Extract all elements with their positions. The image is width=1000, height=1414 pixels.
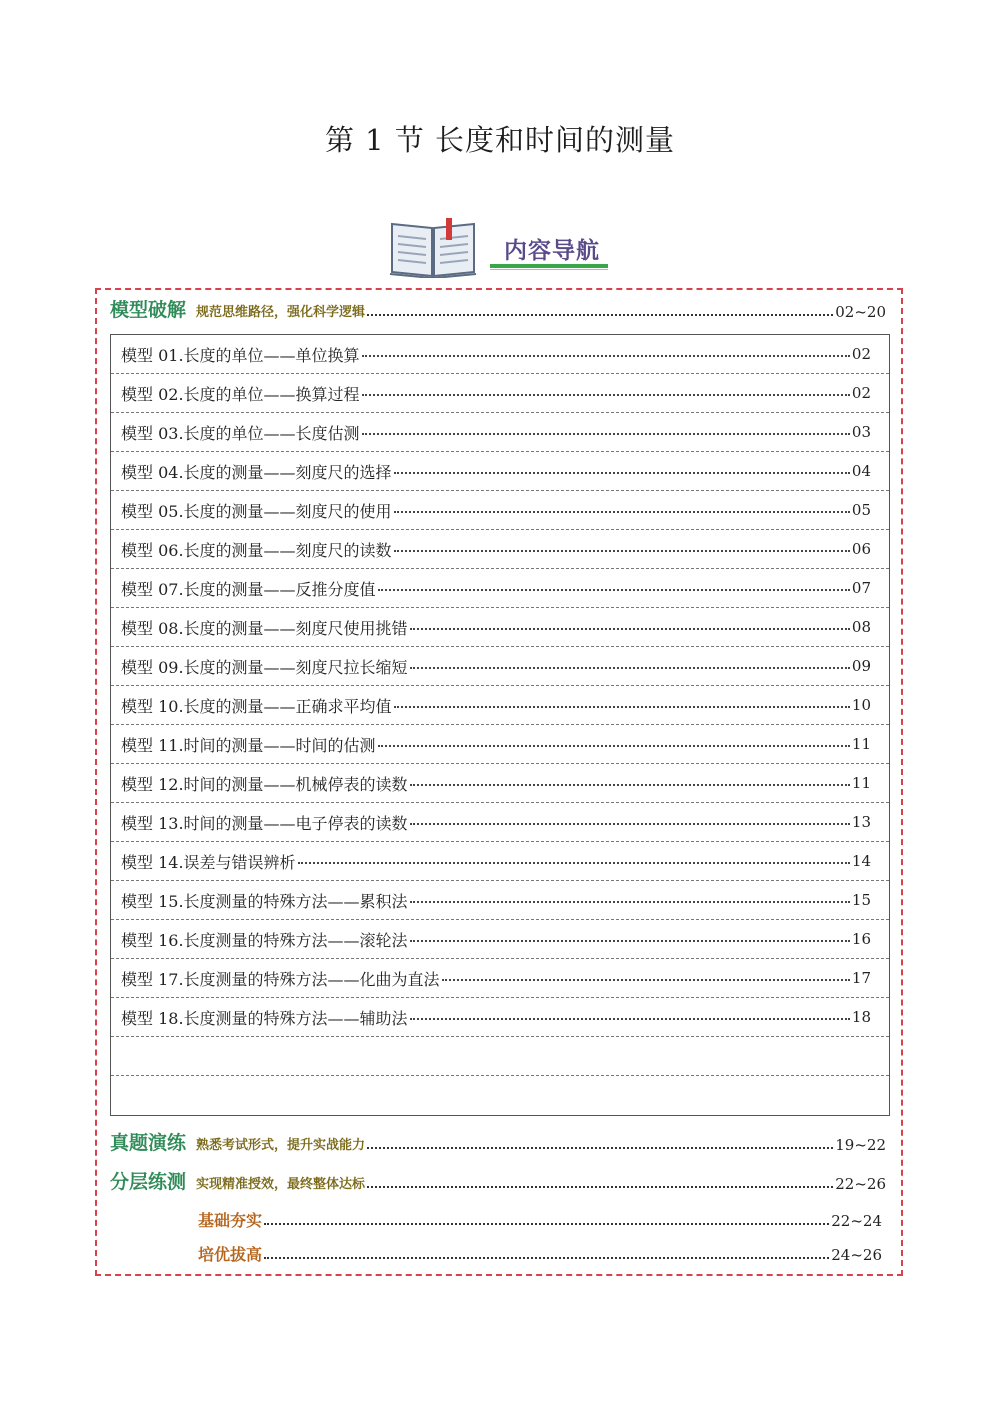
section-title: 分层练测 (110, 1171, 187, 1193)
toc-model-item[interactable] (111, 998, 889, 1037)
page-range: 24~26 (831, 1246, 882, 1264)
model-title: 模型 04.长度的测量——刻度尺的选择 (121, 462, 392, 482)
leader-dots (394, 511, 850, 513)
page-number: 15 (851, 890, 871, 909)
leader-dots (394, 472, 850, 474)
toc-model-item[interactable] (111, 647, 889, 686)
model-title: 模型 14.误差与错误辨析 (121, 852, 296, 872)
page-number: 10 (851, 695, 871, 714)
leader-dots (362, 355, 850, 357)
page-number: 08 (851, 617, 871, 636)
toc-entry-advanced[interactable] (198, 1237, 882, 1265)
page-number: 03 (851, 422, 871, 441)
nav-label: 内容导航 (504, 238, 600, 264)
model-title: 模型 12.时间的测量——机械停表的读数 (121, 774, 408, 794)
leader-dots (367, 1147, 833, 1149)
open-book-icon (388, 216, 478, 278)
model-title: 模型 07.长度的测量——反推分度值 (121, 579, 376, 599)
page-number: 16 (851, 929, 871, 948)
page-number: 18 (851, 1007, 871, 1026)
leader-dots (410, 784, 850, 786)
leader-dots (264, 1257, 829, 1259)
toc-model-item[interactable] (111, 491, 889, 530)
page-number: 06 (851, 539, 871, 558)
toc-model-item[interactable] (111, 725, 889, 764)
leader-dots (298, 862, 850, 864)
subsection-title: 基础夯实 (198, 1211, 263, 1230)
toc-model-item[interactable] (111, 842, 889, 881)
toc-model-item[interactable] (111, 569, 889, 608)
content-nav-header (388, 214, 618, 280)
section-subtitle: 熟悉考试形式，提升实战能力 (196, 1138, 366, 1153)
model-title: 模型 01.长度的单位——单位换算 (121, 345, 360, 365)
model-title: 模型 11.时间的测量——时间的估测 (121, 735, 376, 755)
leader-dots (362, 433, 850, 435)
model-title: 模型 02.长度的单位——换算过程 (121, 384, 360, 404)
leader-dots (410, 823, 850, 825)
model-title: 模型 18.长度测量的特殊方法——辅助法 (121, 1008, 408, 1028)
leader-dots (410, 667, 850, 669)
empty-row (111, 1076, 889, 1115)
page-number: 02 (851, 383, 871, 402)
page-number: 11 (851, 734, 871, 753)
toc-entry-basic[interactable] (198, 1203, 882, 1231)
page-number: 02 (851, 344, 871, 363)
leader-dots (410, 901, 850, 903)
nav-underline (490, 264, 608, 268)
model-title: 模型 05.长度的测量——刻度尺的使用 (121, 501, 392, 521)
page-number: 07 (851, 578, 871, 597)
leader-dots (367, 1186, 833, 1188)
leader-dots (378, 589, 850, 591)
toc-model-item[interactable] (111, 530, 889, 569)
toc-entry-real[interactable] (110, 1127, 886, 1155)
leader-dots (410, 628, 850, 630)
toc-model-item[interactable] (111, 764, 889, 803)
model-title: 模型 08.长度的测量——刻度尺使用挑错 (121, 618, 408, 638)
empty-row (111, 1037, 889, 1076)
model-title: 模型 06.长度的测量——刻度尺的读数 (121, 540, 392, 560)
toc-entry-layered[interactable] (110, 1166, 886, 1194)
page-number: 17 (851, 968, 871, 987)
model-title: 模型 10.长度的测量——正确求平均值 (121, 696, 392, 716)
toc-model-item[interactable] (111, 959, 889, 998)
section-subtitle: 实现精准授效，最终整体达标 (196, 1177, 366, 1192)
page-range: 22~26 (835, 1175, 886, 1193)
page-title: 第 1 节 长度和时间的测量 (324, 123, 676, 157)
toc-model-item[interactable] (111, 374, 889, 413)
leader-dots (378, 745, 850, 747)
toc-model-item[interactable] (111, 803, 889, 842)
toc-model-item[interactable] (111, 608, 889, 647)
leader-dots (410, 940, 850, 942)
toc-model-item[interactable] (111, 920, 889, 959)
toc-model-item[interactable] (111, 881, 889, 920)
section-subtitle: 规范思维路径，强化科学逻辑 (196, 305, 366, 320)
leader-dots (410, 1018, 850, 1020)
leader-dots (362, 394, 850, 396)
page-number: 13 (851, 812, 871, 831)
page-range: 19~22 (835, 1136, 886, 1154)
page-number: 09 (851, 656, 871, 675)
leader-dots (264, 1223, 829, 1225)
model-title: 模型 13.时间的测量——电子停表的读数 (121, 813, 408, 833)
page-number: 14 (851, 851, 871, 870)
page-number: 11 (851, 773, 871, 792)
model-title: 模型 03.长度的单位——长度估测 (121, 423, 360, 443)
section-title: 模型破解 (110, 299, 187, 321)
model-title: 模型 09.长度的测量——刻度尺拉长缩短 (121, 657, 408, 677)
leader-dots (367, 314, 833, 316)
toc-model-item[interactable] (111, 452, 889, 491)
leader-dots (442, 979, 850, 981)
page-range: 02~20 (835, 303, 886, 321)
leader-dots (394, 550, 850, 552)
nav-underline-thin (490, 269, 608, 270)
section-title: 真题演练 (110, 1132, 187, 1154)
toc-model-item[interactable] (111, 413, 889, 452)
subsection-title: 培优拔高 (198, 1245, 263, 1264)
model-title: 模型 17.长度测量的特殊方法——化曲为直法 (121, 969, 440, 989)
toc-model-item[interactable] (111, 335, 889, 374)
models-list (110, 334, 890, 1116)
toc-model-item[interactable] (111, 686, 889, 725)
page-number: 04 (851, 461, 871, 480)
page-range: 22~24 (831, 1212, 882, 1230)
model-title: 模型 16.长度测量的特殊方法——滚轮法 (121, 930, 408, 950)
model-title: 模型 15.长度测量的特殊方法——累积法 (121, 891, 408, 911)
page-number: 05 (851, 500, 871, 519)
toc-entry-model[interactable] (110, 294, 886, 322)
leader-dots (394, 706, 850, 708)
